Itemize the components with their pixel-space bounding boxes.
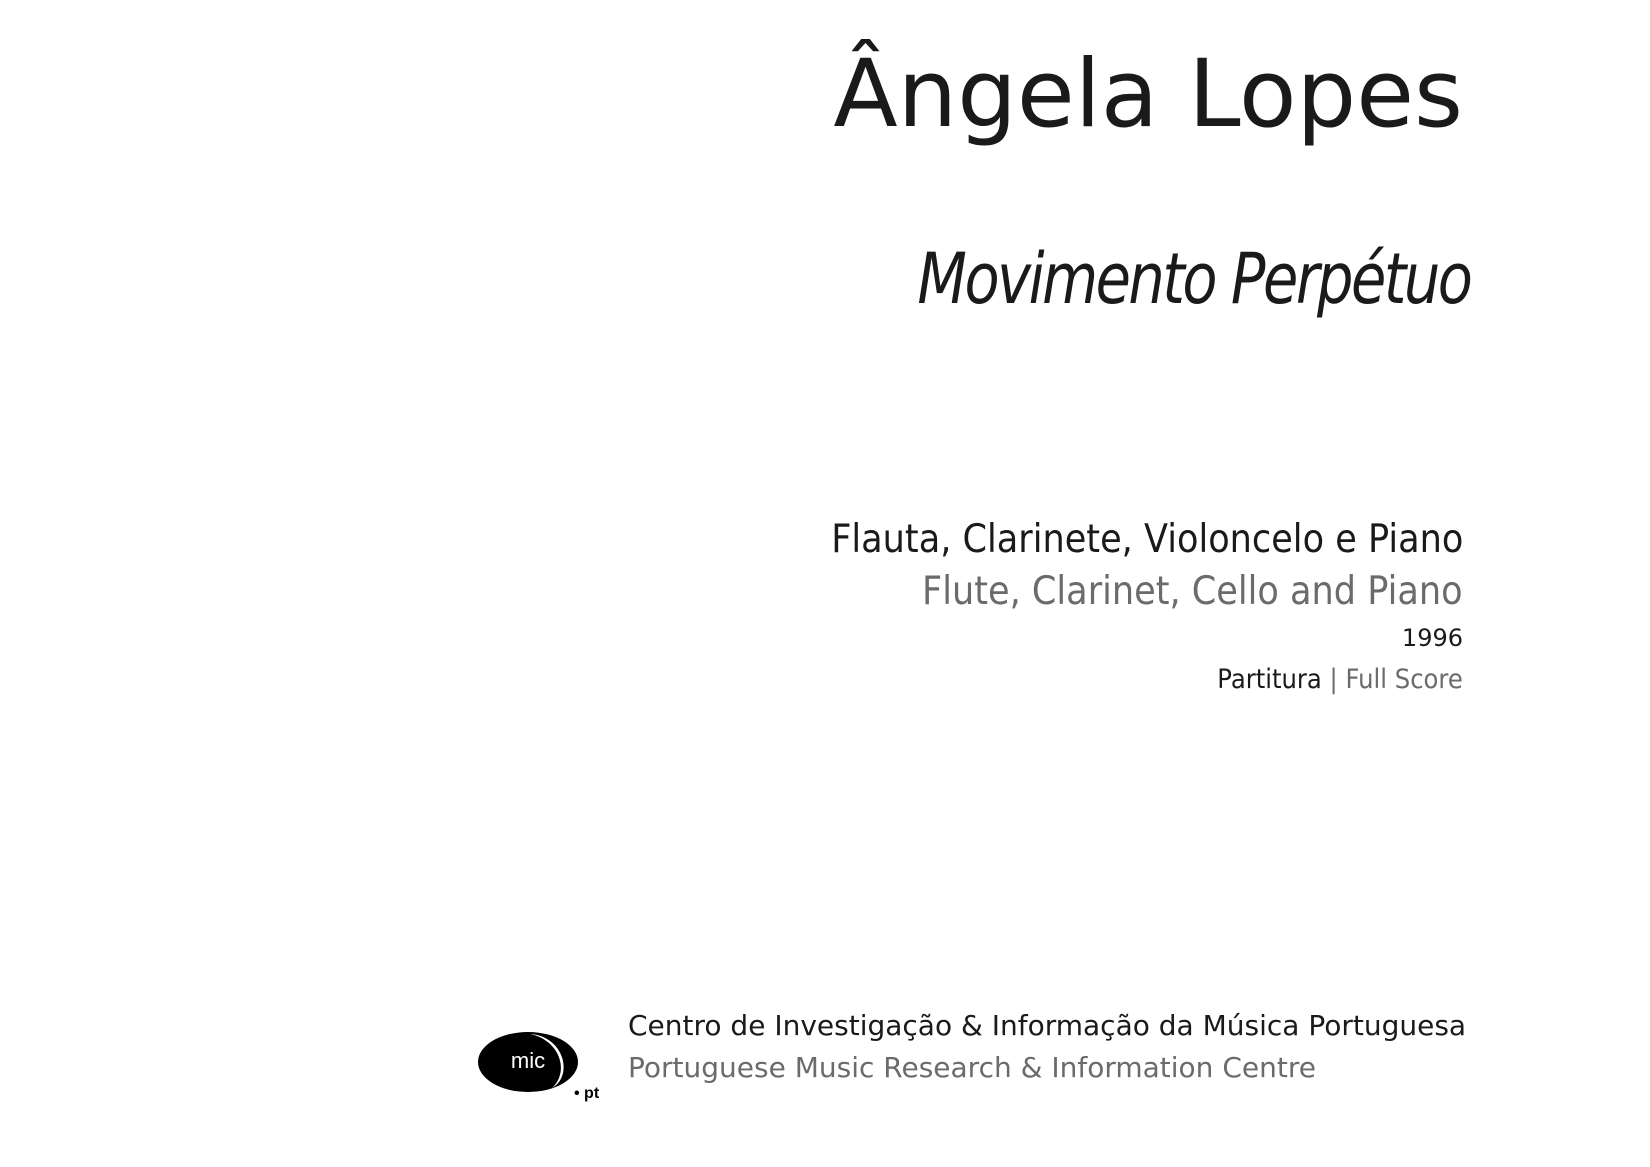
composition-year: 1996	[1401, 624, 1463, 652]
publisher-name-portuguese: Centro de Investigação & Informação da Música Portuguesa	[628, 1009, 1467, 1042]
score-type-line	[1217, 666, 1463, 693]
publisher-name-english: Portuguese Music Research & Information Centre	[628, 1051, 1316, 1084]
logo-suffix: • pt	[574, 1085, 600, 1102]
score-type-separator: |	[1329, 664, 1338, 695]
publisher-footer	[478, 1009, 1467, 1102]
logo-text: mic	[510, 1048, 546, 1073]
score-type-english: Full Score	[1345, 664, 1463, 695]
work-title: Movimento Perpétuo	[916, 238, 1470, 320]
instrumentation-portuguese: Flauta, Clarinete, Violoncelo e Piano	[830, 517, 1463, 562]
composer-name: Ângela Lopes	[833, 40, 1463, 149]
mic-logo-icon	[478, 1024, 608, 1104]
score-type-portuguese: Partitura	[1217, 664, 1322, 695]
instrumentation-english: Flute, Clarinet, Cello and Piano	[922, 569, 1463, 614]
